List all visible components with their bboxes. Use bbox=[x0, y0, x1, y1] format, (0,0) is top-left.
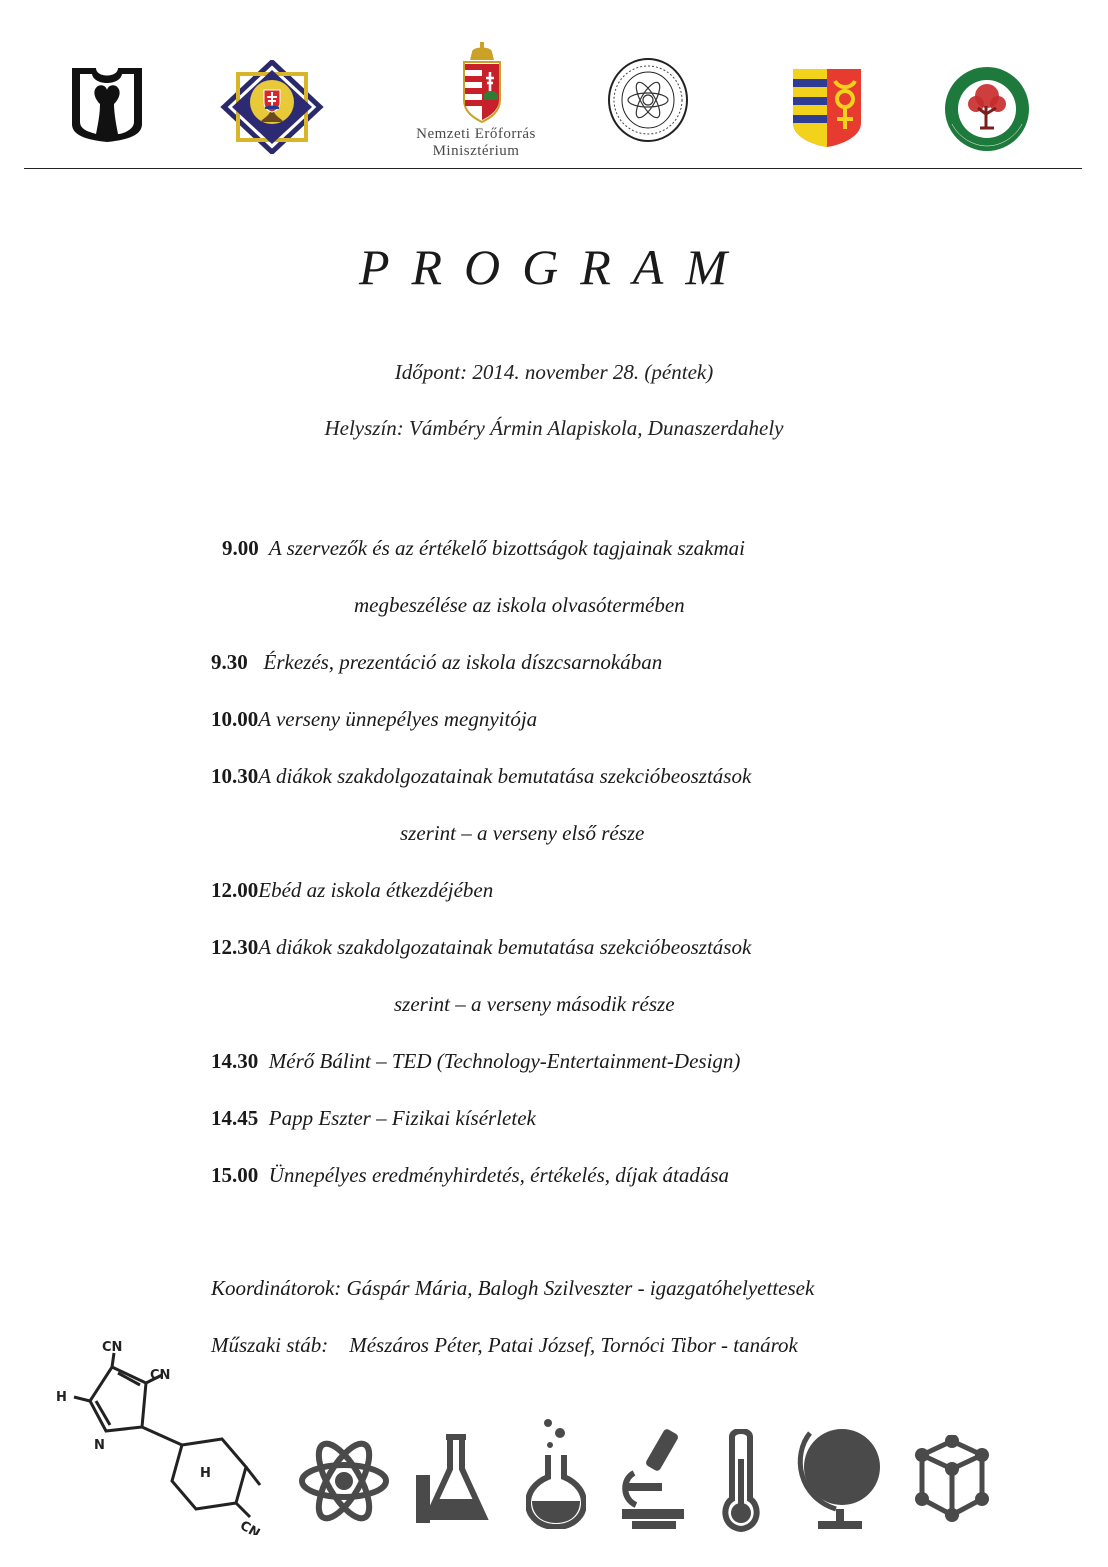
ministry-name-line2: Minisztérium bbox=[432, 143, 520, 159]
page-title: PROGRAM bbox=[358, 239, 750, 295]
schedule-time: 14.45 bbox=[211, 1106, 259, 1130]
atom-icon bbox=[298, 1425, 390, 1539]
schedule-text: Érkezés, prezentáció az iskola díszcsarnokában bbox=[263, 650, 663, 674]
ministry-name bbox=[388, 126, 564, 160]
slovak-emblem-logo bbox=[220, 60, 324, 154]
schedule-continuation: szerint – a verseny második része bbox=[394, 992, 675, 1016]
molecule-label-h: H bbox=[56, 1390, 67, 1405]
venue-line: Helyszín: Vámbéry Ármin Alapiskola, Dunaszerdahely bbox=[324, 416, 784, 440]
schedule-text: Ebéd az iskola étkezdéjében bbox=[258, 878, 494, 902]
science-icons-row bbox=[0, 1395, 1108, 1567]
thermometer-icon bbox=[720, 1429, 762, 1539]
molecule-label-h: H bbox=[200, 1466, 211, 1481]
flask-icon bbox=[526, 1417, 586, 1533]
schedule-text: Ünnepélyes eredményhirdetés, értékelés, díjak átadása bbox=[268, 1163, 730, 1187]
microscope-icon bbox=[618, 1425, 688, 1535]
schedule-item bbox=[211, 650, 662, 675]
school-logo bbox=[944, 66, 1030, 152]
schedule-item bbox=[222, 536, 745, 561]
student-association-seal bbox=[606, 56, 690, 144]
header-divider bbox=[24, 168, 1082, 169]
ministry-name-line1: Nemzeti Erőforrás bbox=[416, 126, 536, 142]
molecule-label-cn: CN bbox=[102, 1340, 123, 1355]
schedule-text: A diákok szakdolgozatainak bemutatása szekcióbeosztások bbox=[258, 935, 752, 959]
molecule-label-cn: CN bbox=[237, 1518, 263, 1535]
technical-staff-line: Műszaki stáb: Mészáros Péter, Patai József, Tornóci Tibor - tanárok bbox=[211, 1333, 798, 1357]
schedule-continuation: szerint – a verseny első része bbox=[400, 821, 645, 845]
schedule-time: 12.00 bbox=[211, 878, 259, 902]
schedule-item bbox=[211, 764, 751, 789]
schedule-item bbox=[211, 878, 493, 903]
molecule-label-n: N bbox=[94, 1438, 105, 1453]
ministry-logo bbox=[458, 42, 506, 128]
schedule-time: 14.30 bbox=[211, 1049, 259, 1073]
schedule-text: A verseny ünnepélyes megnyitója bbox=[258, 707, 538, 731]
town-crest-logo bbox=[68, 64, 146, 144]
schedule-item bbox=[211, 1106, 536, 1131]
schedule-text: A diákok szakdolgozatainak bemutatása szekcióbeosztások bbox=[258, 764, 752, 788]
molecule-label-cn: CN bbox=[150, 1368, 171, 1383]
schedule-time: 9.00 bbox=[222, 536, 259, 560]
logo-header bbox=[0, 0, 1108, 170]
schedule-time: 15.00 bbox=[211, 1163, 259, 1187]
coordinators-line: Koordinátorok: Gáspár Mária, Balogh Szilveszter - igazgatóhelyettesek bbox=[211, 1276, 815, 1300]
schedule-item bbox=[211, 707, 537, 732]
svg-text:✲: ✲ bbox=[101, 92, 113, 108]
schedule-text: Mérő Bálint – TED (Technology-Entertainment-Design) bbox=[268, 1049, 741, 1073]
schedule-time: 10.30 bbox=[211, 764, 259, 788]
dunajska-streda-coat-of-arms bbox=[791, 67, 863, 149]
schedule-item bbox=[211, 935, 751, 960]
schedule-time: 10.00 bbox=[211, 707, 259, 731]
schedule-time: 9.30 bbox=[211, 650, 248, 674]
schedule-continuation: megbeszélése az iskola olvasótermében bbox=[354, 593, 685, 617]
schedule-item bbox=[211, 1163, 729, 1188]
schedule-time: 12.30 bbox=[211, 935, 259, 959]
test-tube-rack-icon bbox=[416, 1433, 494, 1531]
cube-structure-icon bbox=[912, 1435, 992, 1529]
date-line: Időpont: 2014. november 28. (péntek) bbox=[394, 360, 714, 384]
schedule-text: Papp Eszter – Fizikai kísérletek bbox=[268, 1106, 536, 1130]
schedule-item bbox=[211, 1049, 740, 1074]
schedule-text: A szervezők és az értékelő bizottságok tagjainak szakmai bbox=[268, 536, 745, 560]
globe-icon bbox=[796, 1421, 886, 1537]
